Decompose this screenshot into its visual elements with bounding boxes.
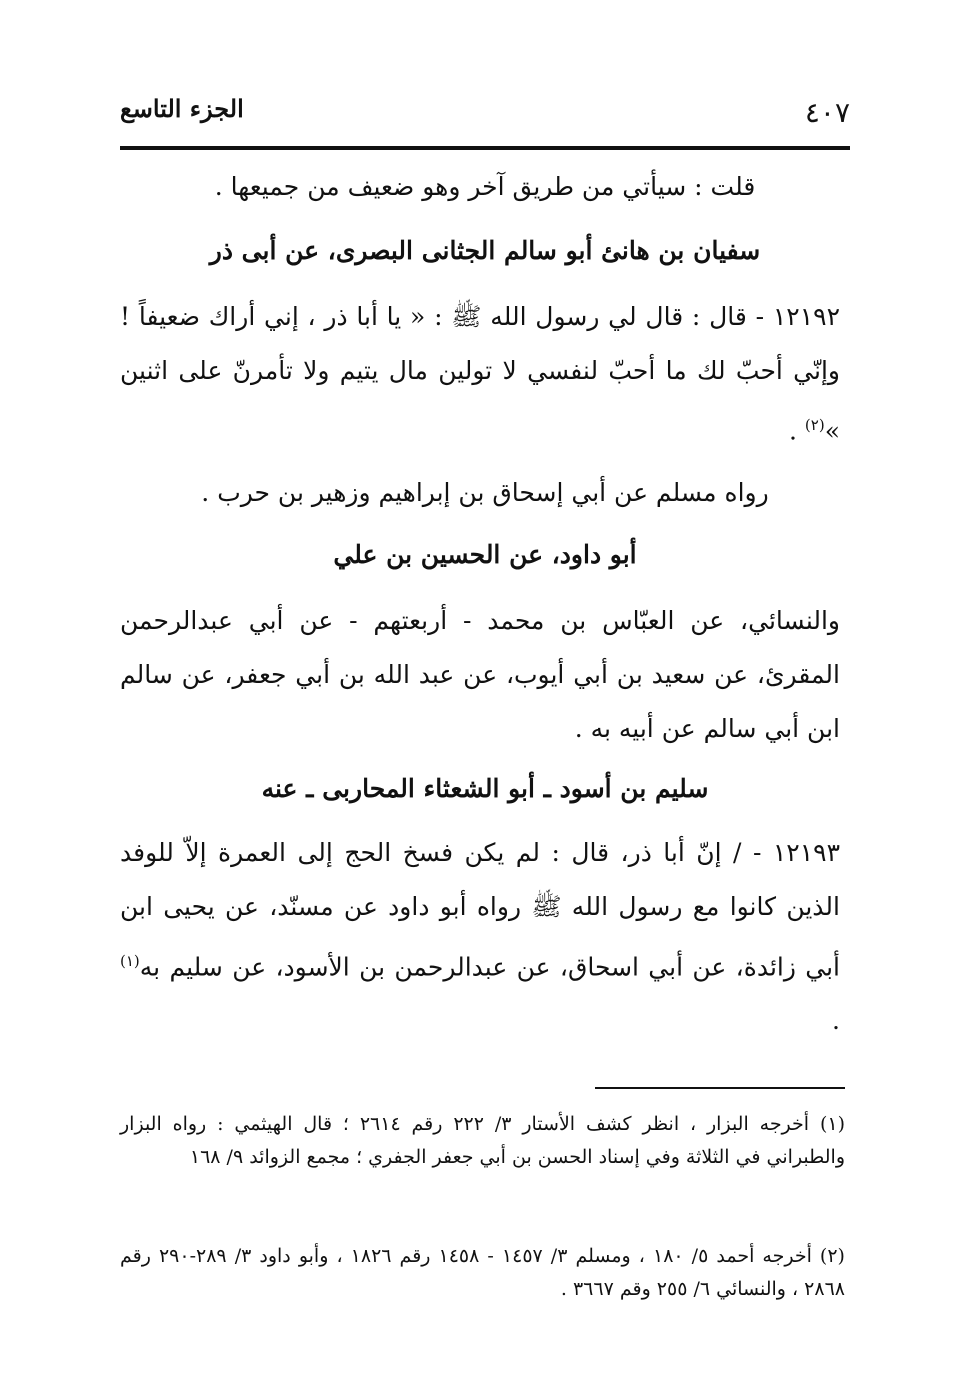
hadith-12193 [120, 826, 840, 1048]
running-title: الجزء التاسع [120, 94, 244, 123]
page-number: ٤٠٧ [804, 96, 850, 129]
header-rule [120, 146, 850, 150]
footnote-marker-2: (٢) [804, 416, 825, 434]
hadith-12192-end: . [789, 416, 805, 446]
hadith-12192-text: ١٢١٩٢ - قال : قال لي رسول الله ﷺ : « يا أبا ذر ، إني أراك ضعيفاً ! وإنّي أحبّ لك ما أحبّ لنفسي لا تولين مال يتيم ولا تأمرنّ على اثنين » [120, 302, 840, 446]
paragraph-nasai: والنسائي، عن العبّاس بن محمد - أربعتهم - عن أبي عبدالرحمن المقرئ، عن سعيد بن أبي أيوب، عن عبد الله بن أبي جعفر، عن سالم ابن أبي سالم عن أبيه به . [120, 606, 840, 743]
footnote-marker-1: (١) [120, 952, 140, 970]
footnote-1: (١) أخرجه البزار ، انظر كشف الأستار ٣/ ٢٢٢ رقم ٢٦١٤ ؛ قال الهيثمي : رواه البزار والطبراني في الثلاثة وفي إسناد الحسن بن أبي جعفر الجفري ؛ مجمع الزوائد ٩/ ١٦٨ [120, 1113, 845, 1168]
paragraph-rawah: رواه مسلم عن أبي إسحاق بن إبراهيم وزهير بن حرب . [201, 478, 769, 507]
paragraph-note: قلت : سيأتي من طريق آخر وهو ضعيف من جميعها . [214, 172, 756, 201]
footnote-2: (٢) أخرجه أحمد ٥/ ١٨٠ ، ومسلم ٣/ ١٤٥٧ - ١٤٥٨ رقم ١٨٢٦ ، وأبو داود ٣/ ٢٨٩-٢٩٠ رقم ٢٨٦٨ ، والنسائي ٦/ ٢٥٥ وقم ٣٦٦٧ . [120, 1245, 845, 1300]
footnote-rule [595, 1087, 845, 1089]
section-heading-sufyan: سفيان بن هانئ أبو سالم الجثانى البصرى، عن أبى ذر [209, 236, 761, 265]
hadith-12192 [120, 290, 840, 458]
section-heading-abu-dawud: أبو داود، عن الحسين بن علي [333, 540, 637, 569]
hadith-12193-text: ١٢١٩٣ - / إنّ أبا ذر، قال : لم يكن فسخ الحج إلى العمرة إلاّ للوفد الذين كانوا مع رسول الله ﷺ رواه أبو داود عن مسنّد، عن يحيى ابن أبي زائدة، عن أبي اسحاق، عن عبدالرحمن بن الأسود، عن سليم به [120, 838, 840, 982]
hadith-12193-end: . [832, 1006, 840, 1036]
section-heading-sulaym: سليم بن أسود ـ أبو الشعثاء المحاربى ـ عنه [261, 774, 709, 803]
page-header [120, 88, 850, 148]
